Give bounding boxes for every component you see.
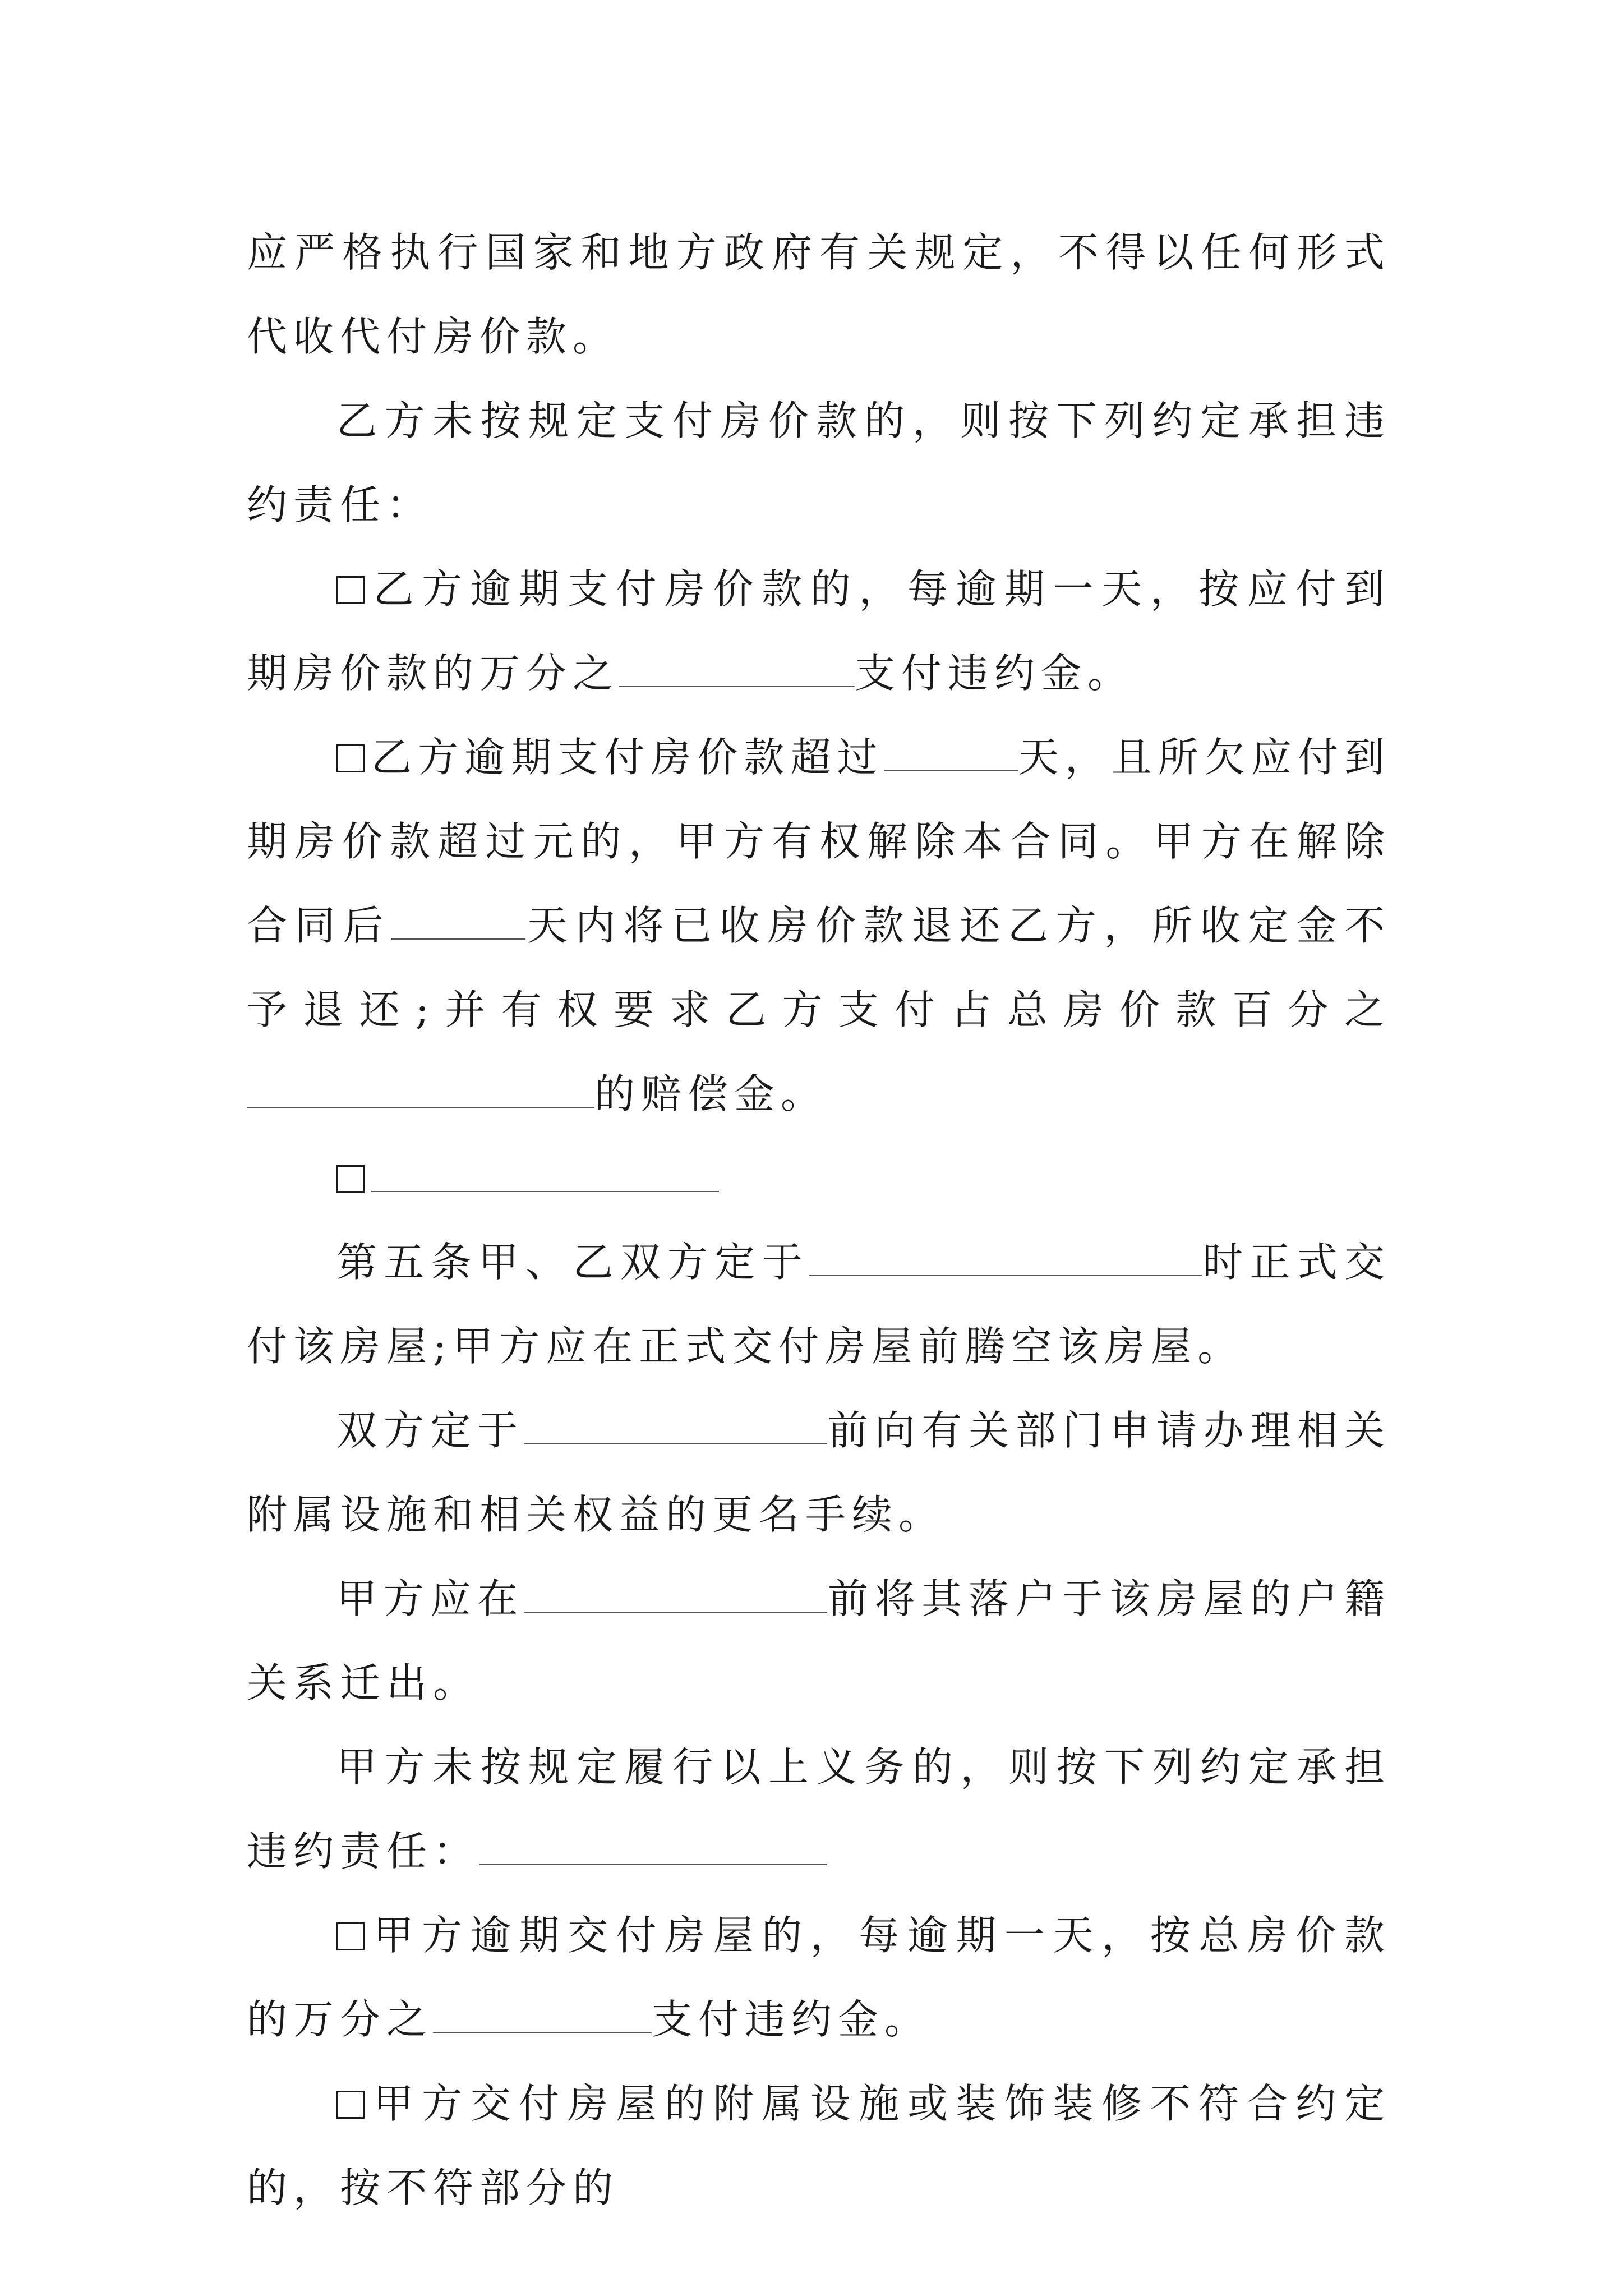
clause-text: 时正式交付该房屋;甲方应在正式交付房屋前腾空该房屋。: [247, 1239, 1391, 1370]
clause-text: 甲方未按规定履行以上义务的，则按下列约定承担违约责任：: [247, 1743, 1391, 1875]
checkbox-icon[interactable]: [336, 2091, 365, 2119]
blank-field-rename-date[interactable]: [524, 1411, 827, 1444]
checkbox-icon[interactable]: [336, 744, 365, 772]
paragraph-household-registration: [247, 1557, 1391, 1725]
paragraph-text: 乙方未按规定支付房价款的，则按下列约定承担违约责任：: [247, 397, 1391, 528]
document-body: [247, 210, 1391, 2230]
blank-field-percent[interactable]: [247, 1074, 594, 1108]
checkbox-icon[interactable]: [336, 1165, 365, 1193]
paragraph-text: 应严格执行国家和地方政府有关规定，不得以任何形式代收代付房价款。: [247, 229, 1391, 360]
clause-seller-facilities: [247, 2062, 1391, 2230]
blank-field-rate[interactable]: [619, 654, 855, 687]
checkbox-icon[interactable]: [336, 576, 365, 604]
paragraph-rename-procedure: [247, 1388, 1391, 1557]
clause-text: 支付违约金。: [855, 650, 1135, 697]
clause-other: [247, 1136, 1391, 1220]
clause-text: 甲方逾期交付房屋的，每逾期一天，按总房价款的万分之: [247, 1912, 1391, 2043]
paragraph-buyer-breach-intro: [247, 379, 1391, 547]
clause-text: 第五条甲、乙双方定于: [336, 1239, 809, 1286]
article-five-delivery: [247, 1220, 1391, 1388]
clause-text: 双方定于: [336, 1407, 524, 1454]
clause-buyer-late-payment: [247, 547, 1391, 715]
clause-text: 前将其落户于该房屋的户籍关系迁出。: [247, 1575, 1391, 1706]
clause-text: 甲方应在: [336, 1575, 524, 1622]
blank-field-seller-liability[interactable]: [479, 1832, 827, 1865]
clause-text: 天内将已收房价款退还乙方，所收定金不予退还;并有权要求乙方支付占总房价款百分之: [247, 902, 1391, 1033]
clause-text: 乙方逾期支付房价款的，每逾期一天，按应付到期房价款的万分之: [247, 565, 1391, 697]
clause-text: 的赔偿金。: [594, 1070, 828, 1117]
blank-field-delivery-date[interactable]: [809, 1243, 1202, 1276]
checkbox-icon[interactable]: [336, 1922, 365, 1950]
clause-text: 乙方逾期支付房价款超过: [371, 734, 884, 781]
clause-text: 前向有关部门申请办理相关附属设施和相关权益的更名手续。: [247, 1407, 1391, 1538]
blank-field-seller-rate[interactable]: [433, 2000, 652, 2033]
blank-field-days[interactable]: [884, 738, 1018, 771]
clause-text: 甲方交付房屋的附属设施或装饰装修不符合约定的，按不符部分的: [247, 2080, 1391, 2211]
blank-field-other[interactable]: [371, 1158, 719, 1192]
clause-buyer-overdue-termination: [247, 715, 1391, 1136]
clause-seller-late-delivery: [247, 1893, 1391, 2062]
paragraph-payment-rule: [247, 210, 1391, 379]
clause-text: 天，且所欠应付到期房价款超过元的，甲方有权解除本合同。甲方在解除合同后: [247, 734, 1391, 949]
blank-field-refund-days[interactable]: [391, 906, 525, 940]
blank-field-registration-date[interactable]: [524, 1579, 827, 1613]
clause-text: 支付违约金。: [652, 1996, 932, 2043]
paragraph-seller-breach-intro: [247, 1725, 1391, 1893]
